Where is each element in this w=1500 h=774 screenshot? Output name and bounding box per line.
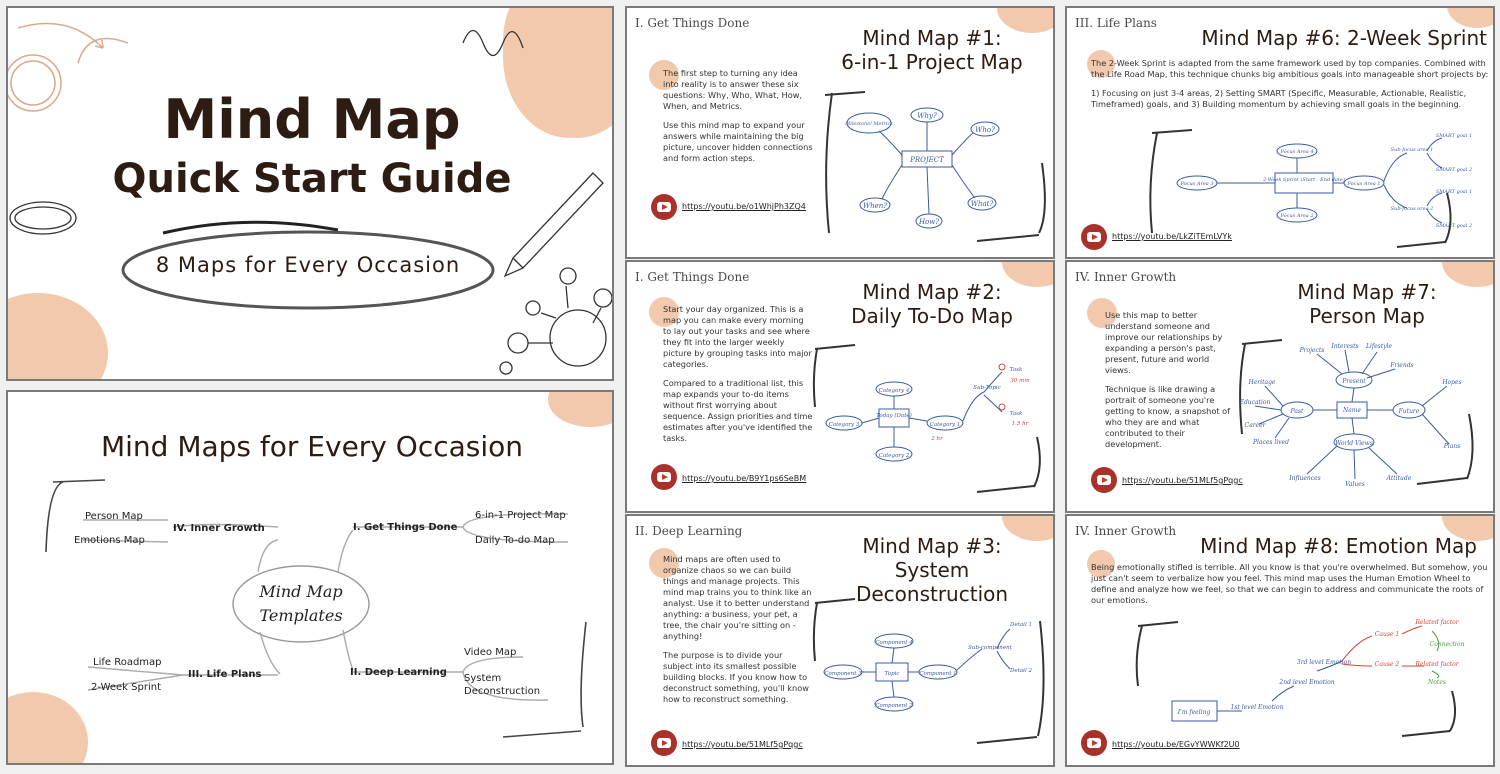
- diagram-node: Past: [1290, 408, 1304, 415]
- center-node-line1: Mind Map: [259, 582, 343, 601]
- branch-item: 6-in-1 Project Map: [475, 510, 566, 521]
- branch-deep-learning: II. Deep Learning: [350, 667, 447, 678]
- diagram-node: Component 2: [875, 703, 913, 709]
- youtube-icon[interactable]: [1091, 467, 1117, 493]
- decor-blob: [1447, 6, 1495, 28]
- map-diagram: [812, 337, 1052, 502]
- center-node: [233, 580, 369, 628]
- diagram-node: Connection: [1429, 641, 1465, 648]
- map-description: [663, 68, 813, 172]
- youtube-icon[interactable]: [1081, 224, 1107, 250]
- overview-title: Mind Maps for Every Occasion: [100, 430, 524, 463]
- diagram-node: What?: [970, 200, 994, 208]
- diagram-node: Influences: [1289, 475, 1321, 482]
- diagram-note: 30 min: [1010, 378, 1030, 384]
- diagram-node: 1st level Emotion: [1230, 704, 1284, 711]
- section-label: I. Get Things Done: [635, 270, 750, 284]
- paragraph: The 2-Week Sprint is adapted from the same framework used by top companies. Combined with the Life Road Map, this technique chunks big ambitious goals into manageable short projects by:: [1091, 58, 1489, 79]
- branch-item: 2-Week Sprint: [91, 682, 161, 693]
- diagram-node: Heritage: [1248, 379, 1276, 386]
- paragraph: Compared to a traditional list, this map expands your to-do items without first worrying about sequence. Assign priorities and time estimates after you've identified the tasks.: [663, 378, 813, 443]
- cover-subtitle-title: Quick Start Guide: [112, 156, 512, 202]
- center-node-line2: Templates: [259, 606, 343, 625]
- diagram-node: Cause 1: [1374, 631, 1400, 638]
- diagram-node: Places lived: [1252, 439, 1290, 446]
- section-label: II. Deep Learning: [635, 524, 743, 538]
- branch-get-things-done: I. Get Things Done: [353, 522, 458, 533]
- diagram-node: How?: [918, 218, 940, 226]
- diagram-node: Task: [1009, 411, 1023, 417]
- cover-panel: [6, 6, 614, 381]
- map-1-panel: [625, 6, 1055, 259]
- diagram-node: Friends: [1390, 362, 1414, 369]
- diagram-node: SMART goal 2: [1435, 167, 1473, 173]
- video-link[interactable]: https://youtu.be/LkZiTEmLVYk: [1112, 232, 1232, 241]
- diagram-node: Why?: [917, 112, 937, 120]
- map-title-line2: System Deconstruction: [855, 558, 1009, 606]
- map-description: [663, 554, 813, 713]
- diagram-node: When?: [862, 202, 888, 210]
- map-description: [1091, 562, 1491, 614]
- section-label: III. Life Plans: [1075, 16, 1157, 30]
- map-title-line1: Mind Map #3:: [862, 534, 1002, 558]
- diagram-node: Sub-focus area 2: [1390, 206, 1434, 212]
- branch-item: Video Map: [464, 647, 517, 658]
- map-description: [1091, 58, 1491, 118]
- map-2-panel: [625, 260, 1055, 513]
- paragraph: Start your day organized. This is a map you can make every morning to lay out your tasks and see where they fit into the larger weekly picture by grouping tasks into major categories.: [663, 304, 812, 369]
- map-8-panel: [1065, 514, 1495, 767]
- paragraph: Mind maps are often used to organize chaos so we can build things and manage projects. This mind map trains you to think like an analyst. Use it to better understand anything: a business, your pet, a tree, the chair you're sitting on - anything!: [663, 554, 812, 641]
- diagram-node: Education: [1239, 399, 1271, 406]
- diagram-node: Sub-focus area 1: [1390, 147, 1434, 153]
- paragraph: Being emotionally stifled is terrible. All you know is that you're overwhelmed. But somehow, you just can't seem to verbalize how you feel. This mind map uses the Human Emotion Wheel to define and analyze how we feel, so that we can begin to address and communicate the roots of our emotions.: [1091, 562, 1488, 605]
- diagram-node: Notes: [1428, 679, 1446, 686]
- map-6-panel: [1065, 6, 1495, 259]
- section-label: IV. Inner Growth: [1075, 270, 1177, 284]
- diagram-node: Career: [1244, 422, 1266, 429]
- map-7-panel: [1065, 260, 1495, 513]
- map-title-line2: Person Map: [1309, 304, 1425, 328]
- branch-item: System Deconstruction: [464, 673, 541, 697]
- map-title-line2: Daily To-Do Map: [851, 304, 1013, 328]
- map-diagram: [817, 83, 1055, 243]
- map-description: [1105, 310, 1233, 458]
- map-description: [663, 304, 813, 452]
- branch-inner-growth: IV. Inner Growth: [173, 523, 265, 534]
- diagram-node: Topic: [884, 671, 900, 677]
- diagram-node: Sub-component: [968, 645, 1012, 651]
- diagram-node: Future: [1398, 408, 1420, 415]
- diagram-node: Present: [1342, 378, 1366, 385]
- diagram-node: Plans: [1443, 443, 1461, 450]
- branch-item: Emotions Map: [74, 535, 145, 546]
- paragraph: Use this map to better understand someone and improve our relationships by expanding a person's past, present, future and world views.: [1105, 310, 1223, 375]
- map-title-line2: 6-in-1 Project Map: [841, 50, 1023, 74]
- paragraph: The first step to turning any idea into reality is to answer these six questions: Why, Who, What, How, When, and Metrics.: [663, 68, 803, 111]
- diagram-node: 2nd level Emotion: [1279, 679, 1335, 686]
- branch-item: Life Roadmap: [93, 657, 162, 668]
- diagram-node: Component 4: [875, 640, 913, 646]
- youtube-icon[interactable]: [651, 194, 677, 220]
- diagram-node: Cause 2: [1374, 661, 1400, 668]
- map-diagram: [1132, 616, 1482, 746]
- diagram-node: Task: [1009, 367, 1023, 373]
- diagram-node: 2-Week Sprint (Start - End date): [1263, 177, 1345, 183]
- diagram-node: Who?: [975, 126, 995, 134]
- video-link[interactable]: https://youtu.be/51MLf5gPqgc: [1122, 476, 1243, 485]
- diagram-node: SMART goal 1: [1435, 133, 1473, 139]
- diagram-node: SMART goal 1: [1435, 189, 1473, 195]
- paragraph: Technique is like drawing a portrait of someone you're getting to know, a snapshot of who they are and what contributed to their development.: [1105, 384, 1231, 449]
- map-title: [817, 26, 1047, 74]
- diagram-node: Focus Area 2: [1280, 213, 1314, 219]
- map-title-line1: Mind Map #1:: [862, 26, 1002, 50]
- map-diagram: [1237, 334, 1487, 504]
- diagram-node: Category 2: [878, 453, 910, 459]
- paragraph: The purpose is to divide your subject into its smallest possible building blocks. If you know how to deconstruct something, you'll know how to reconstruct something.: [663, 650, 809, 704]
- diagram-node: Focus Area 1: [1347, 181, 1381, 187]
- cover-tagline: 8 Maps for Every Occasion: [155, 253, 461, 277]
- diagram-node: Focus Area 3: [1180, 181, 1214, 187]
- branch-item: Person Map: [85, 511, 143, 522]
- youtube-icon[interactable]: [651, 730, 677, 756]
- map-title-line1: Mind Map #2:: [862, 280, 1002, 304]
- map-diagram: [1127, 123, 1477, 253]
- diagram-node: World Views: [1335, 440, 1373, 447]
- map-title: Mind Map #8: Emotion Map: [1200, 534, 1477, 558]
- video-link[interactable]: https://youtu.be/EGvYWWKf2U0: [1112, 740, 1240, 749]
- section-label: I. Get Things Done: [635, 16, 750, 30]
- diagram-node: 3rd level Emotion: [1296, 659, 1352, 666]
- paragraph: Use this mind map to expand your answers while maintaining the big picture, uncover hidden connections and form action steps.: [663, 120, 813, 163]
- diagram-note: 2 hr: [931, 436, 943, 442]
- diagram-node: Attitude: [1386, 475, 1412, 482]
- section-label: IV. Inner Growth: [1075, 524, 1177, 538]
- diagram-node: Focus Area 4: [1280, 149, 1314, 155]
- map-title: Mind Map #6: 2-Week Sprint: [1201, 26, 1487, 50]
- overview-panel: [6, 390, 614, 765]
- map-3-panel: [625, 514, 1055, 767]
- diagram-node: Name: [1342, 407, 1362, 414]
- diagram-node: SMART goal 2: [1435, 223, 1473, 229]
- video-link[interactable]: https://youtu.be/51MLf5gPqgc: [682, 740, 803, 749]
- map-title-line1: Mind Map #7:: [1297, 280, 1437, 304]
- paragraph: 1) Focusing on just 3-4 areas, 2) Setting SMART (Specific, Measurable, Actionable, Realistic, Timeframed) goals, and 3) Building momentum by achieving small goals in the beginning.: [1091, 88, 1467, 109]
- diagram-node: Related factor: [1415, 619, 1459, 626]
- diagram-node: Detail 1: [1010, 622, 1032, 628]
- diagram-node: Sub-Topic: [973, 385, 1001, 391]
- diagram-node: Milestone/ Metrics: [845, 121, 893, 127]
- diagram-node: Today (Date): [876, 413, 912, 419]
- diagram-node: Hopes: [1442, 379, 1462, 386]
- map-title: [1252, 280, 1482, 328]
- diagram-node: PROJECT: [910, 156, 944, 164]
- branch-item: Daily To-do Map: [475, 535, 555, 546]
- diagram-note: 1.5 hr: [1011, 421, 1029, 427]
- diagram-node: Interests: [1331, 343, 1359, 350]
- diagram-node: Projects: [1299, 347, 1325, 354]
- map-diagram: [812, 591, 1052, 756]
- diagram-node: Component 1: [919, 671, 957, 677]
- diagram-node: I'm feeling: [1177, 709, 1211, 716]
- map-title: [817, 280, 1047, 328]
- diagram-node: Detail 2: [1010, 668, 1032, 674]
- youtube-icon[interactable]: [651, 464, 677, 490]
- cover-title: Mind Map: [163, 88, 461, 151]
- diagram-node: Related factor: [1415, 661, 1459, 668]
- branch-life-plans: III. Life Plans: [188, 669, 262, 680]
- diagram-node: Values: [1345, 481, 1365, 488]
- diagram-node: Category 3: [828, 422, 860, 428]
- video-link[interactable]: https://youtu.be/B9Y1ps6SeBM: [682, 474, 807, 483]
- diagram-node: Category 1: [929, 422, 961, 428]
- diagram-node: Component 3: [824, 671, 862, 677]
- diagram-node: Lifestyle: [1365, 343, 1393, 350]
- video-link[interactable]: https://youtu.be/o1WhjPh3ZQ4: [682, 202, 806, 211]
- overview-map-lines: [8, 392, 614, 765]
- youtube-icon[interactable]: [1081, 730, 1107, 756]
- diagram-node: Category 4: [878, 388, 910, 394]
